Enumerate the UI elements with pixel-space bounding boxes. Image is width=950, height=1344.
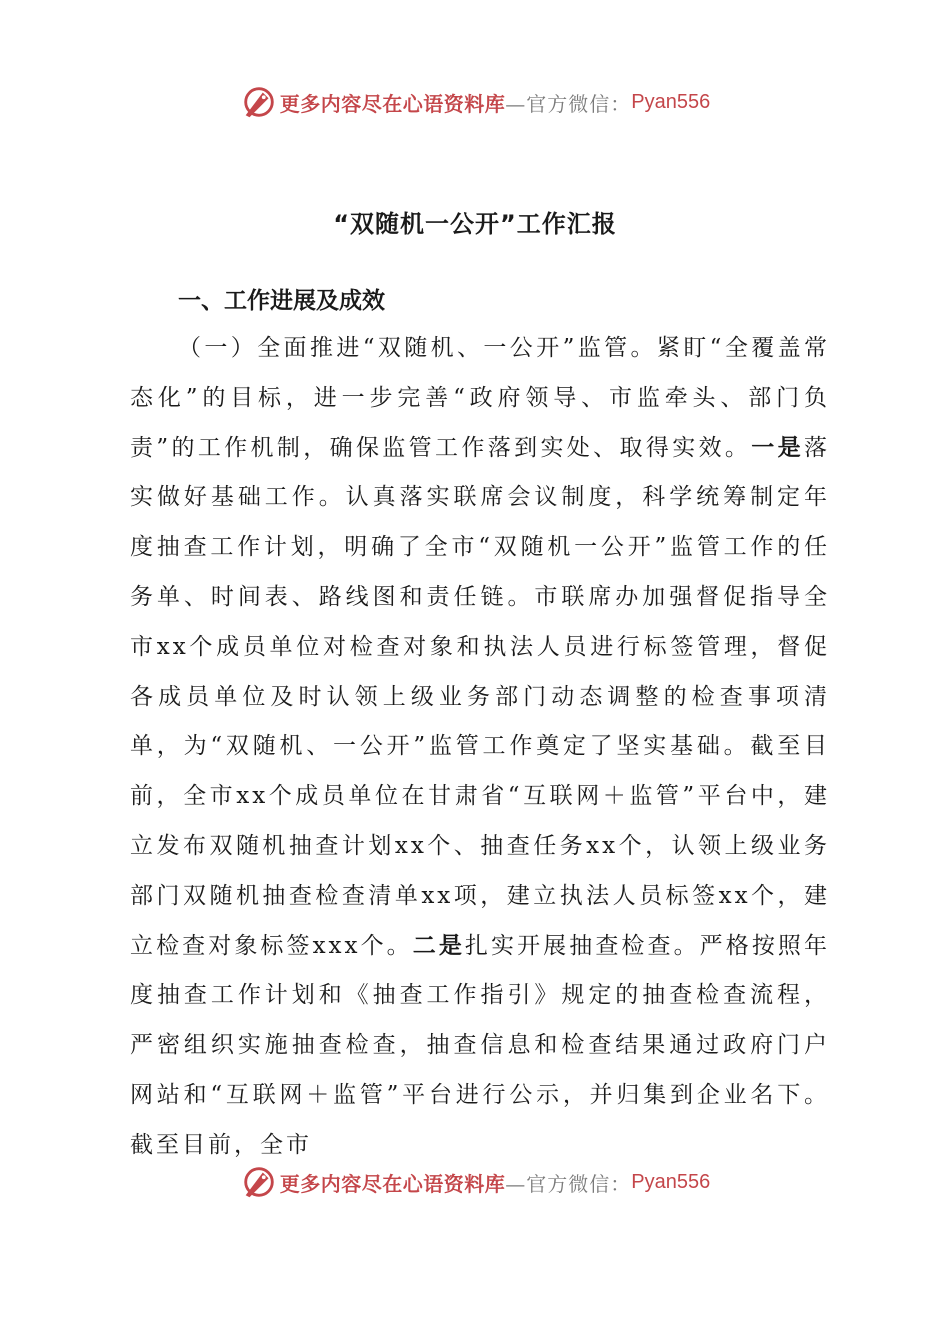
watermark-banner-bottom	[0, 1162, 950, 1202]
point-one-label: 一是	[751, 434, 805, 461]
pen-nib-logo-icon	[240, 1163, 278, 1201]
point-one-text: 落实做好基础工作。认真落实联席会议制度，科学统筹制定年度抽查工作计划，明确了全市“双随机一公开”监管工作的任务单、时间表、路线图和责任链。市联席办加强督促指导全市xx个成员单位对检查对象和执法人员进行标签管理，督促各成员单位及时认领上级业务部门动态调整的检查事项清单，为“双随机、一公开”监管工作奠定了坚实基础。截至目前，全市xx个成员单位在甘肃省“互联网＋监管”平台中，建立发布双随机抽查计划xx个、抽查任务xx个，认领上级业务部门双随机抽查检查清单xx项，建立执法人员标签xx个，建立检查对象标签xxx个。	[130, 434, 831, 959]
document-title: “双随机一公开”工作汇报	[333, 210, 617, 238]
watermark-site-text: 更多内容尽在心语资料库	[279, 91, 506, 116]
paragraph-lead: （一）全面推进“双随机、一公开”监管。紧盯“全覆盖常态化”的目标，进一步完善“政府领导、市监牵头、部门负责”的工作机制，确保监管工作落到实处、取得实效。	[130, 335, 830, 461]
watermark-wechat-label: —官方微信：	[505, 1171, 632, 1196]
point-two-text: 扎实开展抽查检查。严格按照年度抽查工作计划和《抽查工作指引》规定的抽查检查流程，严密组织实施抽查检查，抽查信息和检查结果通过政府门户网站和“互联网＋监管”平台进行公示，并归集到企业名下。截至目前，全市	[130, 932, 831, 1158]
watermark-site-text: 更多内容尽在心语资料库	[279, 1171, 506, 1196]
watermark-wechat-label: —官方微信：	[505, 91, 632, 116]
watermark-wechat-id: Pyan556	[631, 90, 711, 113]
section-heading: 一、工作进展及成效	[178, 288, 385, 314]
body-paragraph	[130, 324, 830, 1171]
point-two-label: 二是	[412, 932, 465, 959]
watermark-banner-top	[0, 82, 950, 122]
pen-nib-logo-icon	[240, 83, 278, 121]
watermark-wechat-id: Pyan556	[631, 1170, 711, 1193]
